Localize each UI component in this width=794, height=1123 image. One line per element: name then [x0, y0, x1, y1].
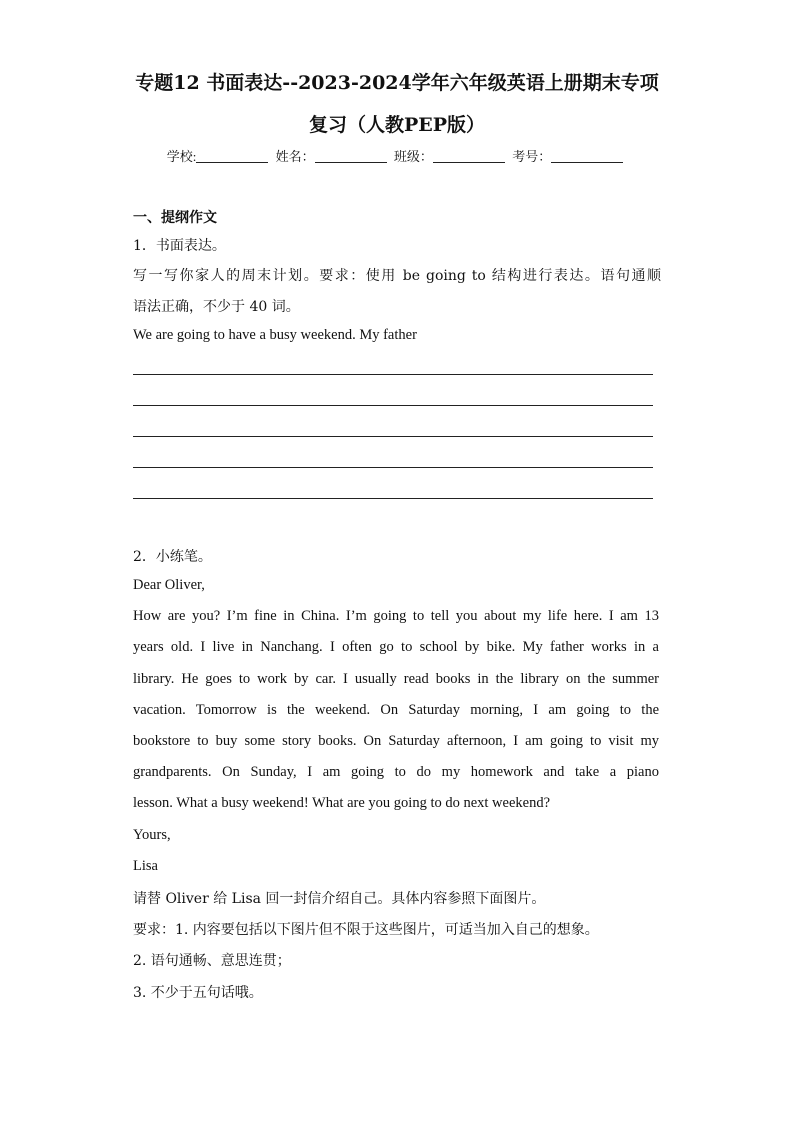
question-2-requirement-1: 要求：1. 内容要包括以下图片但不限于这些图片，可适当加入自己的想象。	[133, 922, 599, 938]
answer-line[interactable]	[133, 405, 653, 406]
name-label: 姓名：	[275, 149, 315, 164]
question-1-instruction-line-1: 写一写你家人的周末计划。要求：使用 be going to 结构进行表达。语句通顺	[133, 268, 661, 284]
class-label: 班级：	[393, 149, 433, 164]
question-1-instruction-line-2: 语法正确，不少于 40 词。	[133, 299, 300, 315]
worksheet-title-line-1: 专题12 书面表达--2023-2024学年六年级英语上册期末专项	[135, 72, 659, 94]
worksheet-title-line-2: 复习（人教PEP版）	[308, 114, 486, 136]
question-1-starter-sentence: We are going to have a busy weekend. My father	[133, 327, 417, 343]
section-heading: 一、提纲作文	[133, 210, 217, 226]
answer-line[interactable]	[133, 374, 653, 375]
question-2-task: 请替 Oliver 给 Lisa 回一封信介绍自己。具体内容参照下面图片。	[133, 891, 546, 907]
question-2-requirement-3: 3. 不少于五句话哦。	[133, 985, 263, 1001]
letter-body-line: lesson. What a busy weekend! What are you going to do next weekend?	[133, 795, 551, 811]
letter-closing: Yours,	[133, 827, 171, 843]
letter-greeting: Dear Oliver,	[133, 577, 205, 593]
letter-body-line: library. He goes to work by car. I usually read books in the library on the summer	[133, 671, 659, 687]
letter-body-line: years old. I live in Nanchang. I often go to school by bike. My father works in a	[133, 639, 659, 655]
answer-line[interactable]	[133, 498, 653, 499]
letter-signature: Lisa	[133, 858, 158, 874]
letter-body-line: bookstore to buy some story books. On Saturday afternoon, I am going to visit my	[133, 733, 659, 749]
answer-line[interactable]	[133, 467, 653, 468]
letter-body-line: vacation. Tomorrow is the weekend. On Saturday morning, I am going to the	[133, 702, 659, 718]
letter-body-line: grandparents. On Sunday, I am going to do my homework and take a piano	[133, 764, 659, 780]
number-label: 考号：	[512, 149, 552, 164]
number-blank[interactable]	[551, 150, 623, 163]
question-1-title: 1．书面表达。	[133, 238, 226, 254]
school-blank[interactable]	[196, 150, 268, 163]
answer-line[interactable]	[133, 436, 653, 437]
student-info-fields	[0, 146, 794, 165]
question-2-requirement-2: 2. 语句通畅、意思连贯；	[133, 953, 291, 969]
class-blank[interactable]	[433, 150, 505, 163]
question-2-title: 2．小练笔。	[133, 549, 212, 565]
school-label: 学校:	[166, 149, 197, 164]
letter-body-line: How are you? I’m fine in China. I’m going to tell you about my life here. I am 13	[133, 608, 659, 624]
name-blank[interactable]	[315, 150, 387, 163]
